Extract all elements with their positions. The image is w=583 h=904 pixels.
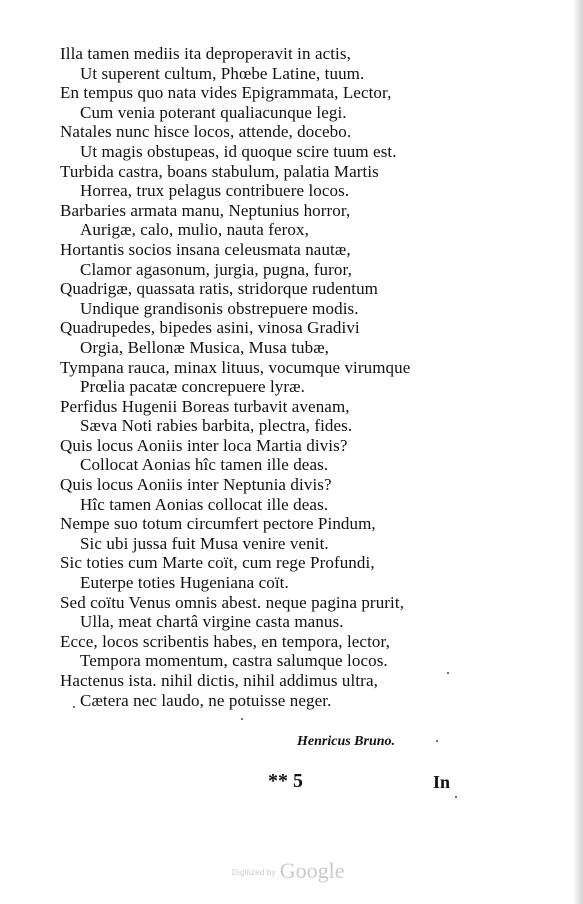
poem-line: Undique grandisonis obstrepuere modis. <box>80 298 359 318</box>
author-name: Henricus Bruno. <box>297 734 396 749</box>
poem-line: Tempora momentum, castra salumque locos. <box>80 651 388 671</box>
poem-line: Perfidus Hugenii Boreas turbavit avenam, <box>60 396 350 416</box>
poem-line: Prœlia pacatæ concrepuere lyræ. <box>80 377 305 397</box>
print-speck <box>447 672 449 674</box>
poem-line: Clamor agasonum, jurgia, pugna, furor, <box>80 259 352 279</box>
print-speck <box>73 706 75 708</box>
watermark-digitized-by: Digitized by <box>232 868 276 877</box>
poem-line: Hîc tamen Aonias collocat ille deas. <box>80 494 329 514</box>
poem-line: Sic toties cum Marte coït, cum rege Profundi, <box>60 553 375 573</box>
print-speck <box>241 718 243 720</box>
poem-line: Quadrigæ, quassata ratis, stridorque rudentum <box>60 279 378 299</box>
print-speck <box>455 796 457 798</box>
poem-line: Sæva Noti rabies barbita, plectra, fides. <box>80 416 353 436</box>
poem-line: Collocat Aonias hîc tamen ille deas. <box>80 455 329 475</box>
catchword: In <box>433 772 451 792</box>
poem-line: Quadrupedes, bipedes asini, vinosa Gradivi <box>60 318 360 338</box>
poem-line: Cætera nec laudo, ne potuisse neger. <box>80 690 332 710</box>
poem-text-block <box>60 44 560 710</box>
poem-line: Sic ubi jussa fuit Musa venire venit. <box>80 533 329 553</box>
poem-line: Orgia, Bellonæ Musica, Musa tubæ, <box>80 337 330 357</box>
poem-line: Ut magis obstupeas, id quoque scire tuum est. <box>80 141 397 161</box>
poem-line: Barbaries armata manu, Neptunius horror, <box>60 200 351 220</box>
poem-line: Aurigæ, calo, mulio, nauta ferox, <box>80 220 309 240</box>
poem-line: Euterpe toties Hugeniana coït. <box>80 573 289 593</box>
poem-line: Ut superent cultum, Phœbe Latine, tuum. <box>80 63 365 83</box>
poem-line: Ecce, locos scribentis habes, en tempora, lector, <box>60 631 390 651</box>
poem-line: Ulla, meat chartâ virgine casta manus. <box>80 612 344 632</box>
poem-line: Cum venia poterant qualiacunque legi. <box>80 102 347 122</box>
digitization-watermark <box>232 858 345 884</box>
poem-line: Illa tamen mediis ita deproperavit in actis, <box>60 44 351 63</box>
gathering-signature-mark: ** 5 <box>268 770 303 792</box>
poem-line: Quis locus Aoniis inter Neptunia divis? <box>60 475 332 495</box>
poem-line: Horrea, trux pelagus contribuere locos. <box>80 181 350 201</box>
poem-line: En tempus quo nata vides Epigrammata, Lector, <box>60 83 392 103</box>
poem-line: Quis locus Aoniis inter loca Martia divis? <box>60 435 348 455</box>
poem-line: Tympana rauca, minax lituus, vocumque virumque <box>60 357 411 377</box>
poem-line: Nempe suo totum circumfert pectore Pindum, <box>60 514 376 534</box>
poem-line: Hortantis socios insana celeusmata nautæ, <box>60 239 351 259</box>
poem-line: Natales nunc hisce locos, attende, docebo. <box>60 122 352 142</box>
author-signature <box>297 734 395 750</box>
poem-line: Hactenus ista. nihil dictis, nihil addimus ultra, <box>60 671 378 690</box>
page-edge-shadow <box>573 0 583 904</box>
poem-line: Turbida castra, boans stabulum, palatia Martis <box>60 161 379 181</box>
poem-line: Sed coïtu Venus omnis abest. neque pagina prurit, <box>60 592 405 612</box>
watermark-google-logo: Google <box>279 858 345 883</box>
print-speck <box>436 740 438 742</box>
